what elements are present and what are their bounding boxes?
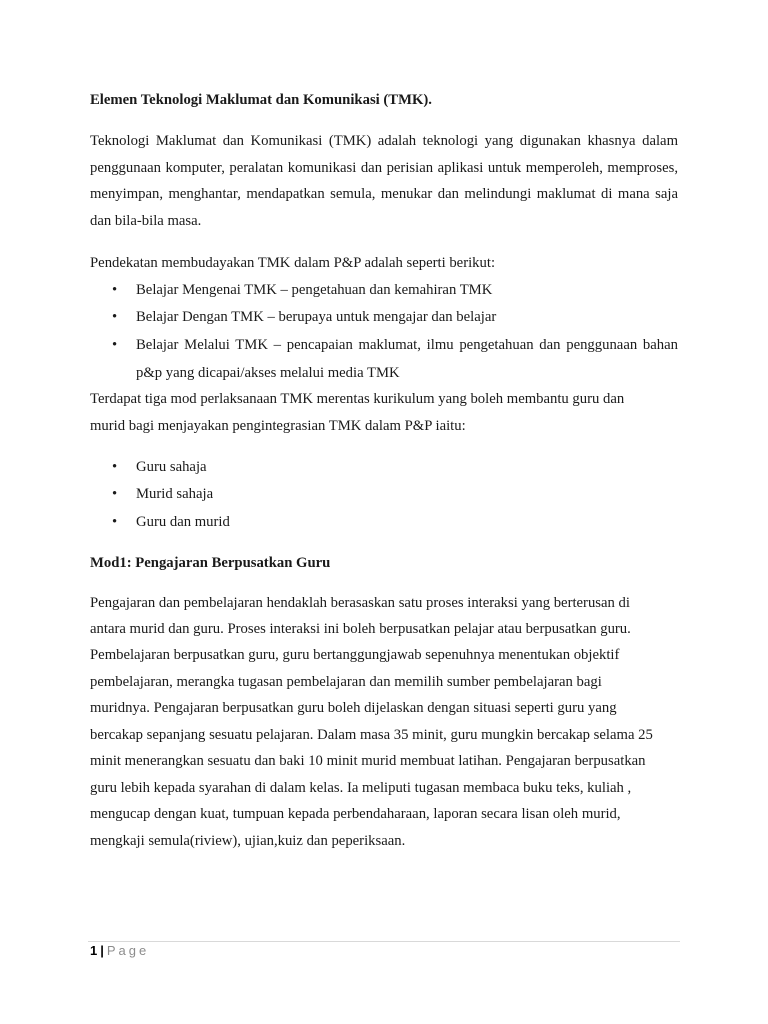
paragraph-line: bercakap sepanjang sesuatu pelajaran. Dalam masa 35 minit, guru mungkin bercakap selama 25 xyxy=(90,727,653,743)
list-item: Belajar Dengan TMK – berupaya untuk mengajar dan belajar xyxy=(136,309,497,325)
paragraph-line: antara murid dan guru. Proses interaksi ini boleh berpusatkan pelajar atau berpusatkan guru. xyxy=(90,621,631,637)
bullet-icon: • xyxy=(112,309,118,325)
paragraph-line: mengkaji semula(riview), ujian,kuiz dan peperiksaan. xyxy=(90,833,406,849)
bullet-icon: • xyxy=(112,337,118,353)
page-number: 1 xyxy=(90,943,98,958)
list-item: Guru sahaja xyxy=(136,459,207,475)
intro-paragraph: Teknologi Maklumat dan Komunikasi (TMK) adalah teknologi yang digunakan khasnya dalam penggunaan komputer, peralatan komunikasi dan perisian aplikasi untuk memperoleh, memproses, menyimpan, menghantar, mendapatkan semula, menukar dan melindungi maklumat di mana saja dan bila-bila masa. xyxy=(90,133,678,229)
section-heading: Mod1: Pengajaran Berpusatkan Guru xyxy=(90,555,331,571)
bullet-icon: • xyxy=(112,459,118,475)
paragraph-line: minit menerangkan sesuatu dan baki 10 minit murid membuat latihan. Pengajaran berpusatkan xyxy=(90,753,646,769)
list-item: Belajar Melalui TMK – pencapaian maklumat, ilmu pengetahuan dan penggunaan bahan p&p yang dicapai/akses melalui media TMK xyxy=(136,337,678,381)
paragraph-line: muridnya. Pengajaran berpusatkan guru boleh dijelaskan dengan situasi seperti guru yang xyxy=(90,700,617,716)
paragraph-line: mengucap dengan kuat, tumpuan kepada perbendaharaan, laporan secara lisan oleh murid, xyxy=(90,806,621,822)
list-item: Murid sahaja xyxy=(136,486,214,502)
paragraph-line: Pembelajaran berpusatkan guru, guru bertanggungjawab sepenuhnya menentukan objektif xyxy=(90,647,620,663)
paragraph-line: guru lebih kepada syarahan di dalam kelas. Ia meliputi tugasan membaca buku teks, kuliah , xyxy=(90,780,632,796)
bullet-icon: • xyxy=(112,282,118,298)
approach-lead: Pendekatan membudayakan TMK dalam P&P adalah seperti berikut: xyxy=(90,255,496,271)
footer-separator: | xyxy=(100,943,104,958)
paragraph-line: pembelajaran, merangka tugasan pembelajaran dan memilih sumber pembelajaran bagi xyxy=(90,674,602,690)
modes-lead-line-2: murid bagi menjayakan pengintegrasian TMK dalam P&P iaitu: xyxy=(90,418,466,434)
list-item: Belajar Mengenai TMK – pengetahuan dan kemahiran TMK xyxy=(136,282,493,298)
footer-divider xyxy=(88,941,680,942)
page-label: Page xyxy=(106,943,150,958)
bullet-icon: • xyxy=(112,486,118,502)
list-item: Guru dan murid xyxy=(136,514,230,530)
modes-lead-line-1: Terdapat tiga mod perlaksanaan TMK merentas kurikulum yang boleh membantu guru dan xyxy=(90,391,625,407)
bullet-icon: • xyxy=(112,514,118,530)
page-footer xyxy=(90,943,149,958)
paragraph-line: Pengajaran dan pembelajaran hendaklah berasaskan satu proses interaksi yang berterusan di xyxy=(90,595,630,611)
document-title: Elemen Teknologi Maklumat dan Komunikasi (TMK). xyxy=(90,92,432,108)
